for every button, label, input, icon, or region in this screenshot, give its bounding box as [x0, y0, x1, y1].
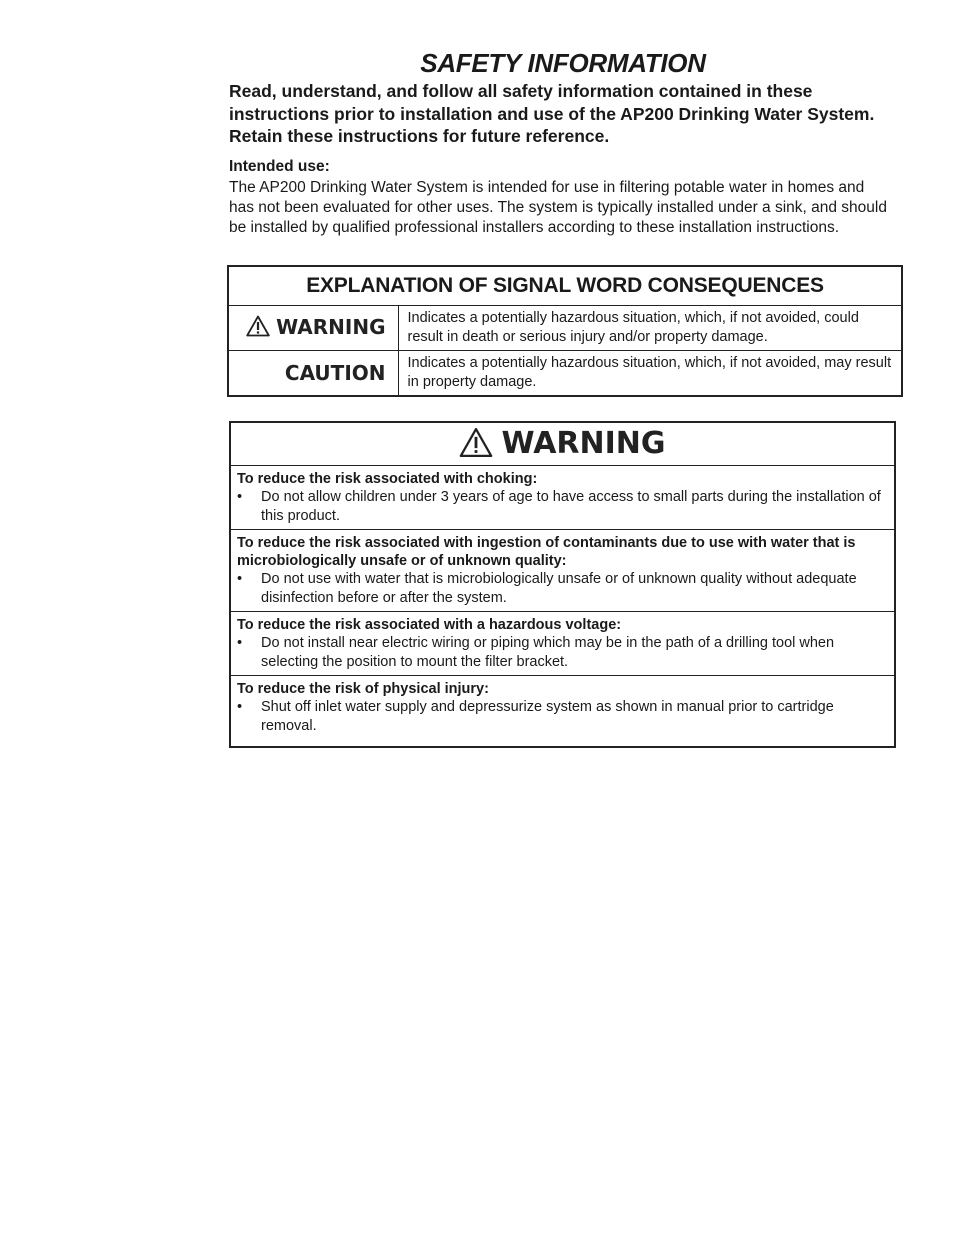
warning-triangle-icon	[459, 427, 493, 470]
warning-section-bullet: Do not allow children under 3 years of age to have access to small parts during the installation of this product.	[261, 489, 881, 524]
warning-box	[229, 421, 896, 748]
bullet: •	[237, 571, 243, 587]
warning-section-header: To reduce the risk of physical injury:	[237, 681, 489, 697]
signal-word-table	[227, 265, 903, 397]
warning-section-bullet: Shut off inlet water supply and depressurize system as shown in manual prior to cartridge removal.	[261, 699, 834, 734]
bullet: •	[237, 699, 243, 715]
intended-use-text: The AP200 Drinking Water System is intended for use in filtering potable water in homes and has not been evaluated for other uses. The system is typically installed under a sink, and should be installed by qualified professional installers according to these installation instructions.	[229, 179, 887, 236]
warning-section-header: To reduce the risk associated with ingestion of contaminants due to use with water that is microbiologically unsafe or of unknown quality:	[237, 535, 856, 569]
table-row	[228, 306, 902, 351]
warning-section-bullet: Do not install near electric wiring or piping which may be in the path of a drilling tool when selecting the position to mount the filter bracket.	[261, 635, 835, 670]
warning-section-bullet: Do not use with water that is microbiologically unsafe or of unknown quality without adequate disinfection before or after the system.	[261, 571, 857, 606]
signal-desc-caution: Indicates a potentially hazardous situation, which, if not avoided, may result in property damage.	[398, 351, 902, 397]
warning-section	[231, 676, 894, 739]
warning-box-heading: WARNING	[501, 426, 666, 461]
table-row	[228, 351, 902, 397]
warning-section-header: To reduce the risk associated with a hazardous voltage:	[237, 617, 622, 633]
intended-use-label: Intended use:	[229, 158, 330, 175]
warning-section	[231, 612, 894, 676]
signal-word-warning: WARNING	[276, 314, 386, 339]
page-title: SAFETY INFORMATION	[420, 48, 706, 78]
signal-table-heading: EXPLANATION OF SIGNAL WORD CONSEQUENCES	[228, 266, 902, 306]
intro-paragraph: Read, understand, and follow all safety information contained in these instructions prior to installation and use of the AP200 Drinking Water System. Retain these instructions for future reference.	[229, 81, 875, 146]
warning-triangle-icon	[246, 315, 270, 342]
bullet: •	[237, 635, 243, 651]
bullet: •	[237, 489, 243, 505]
warning-section	[231, 466, 894, 530]
signal-word-caution: CAUTION	[284, 361, 386, 385]
signal-desc-warning: Indicates a potentially hazardous situation, which, if not avoided, could result in death or serious injury and/or property damage.	[398, 306, 902, 351]
warning-section	[231, 530, 894, 612]
warning-section-header: To reduce the risk associated with choking:	[237, 471, 538, 487]
